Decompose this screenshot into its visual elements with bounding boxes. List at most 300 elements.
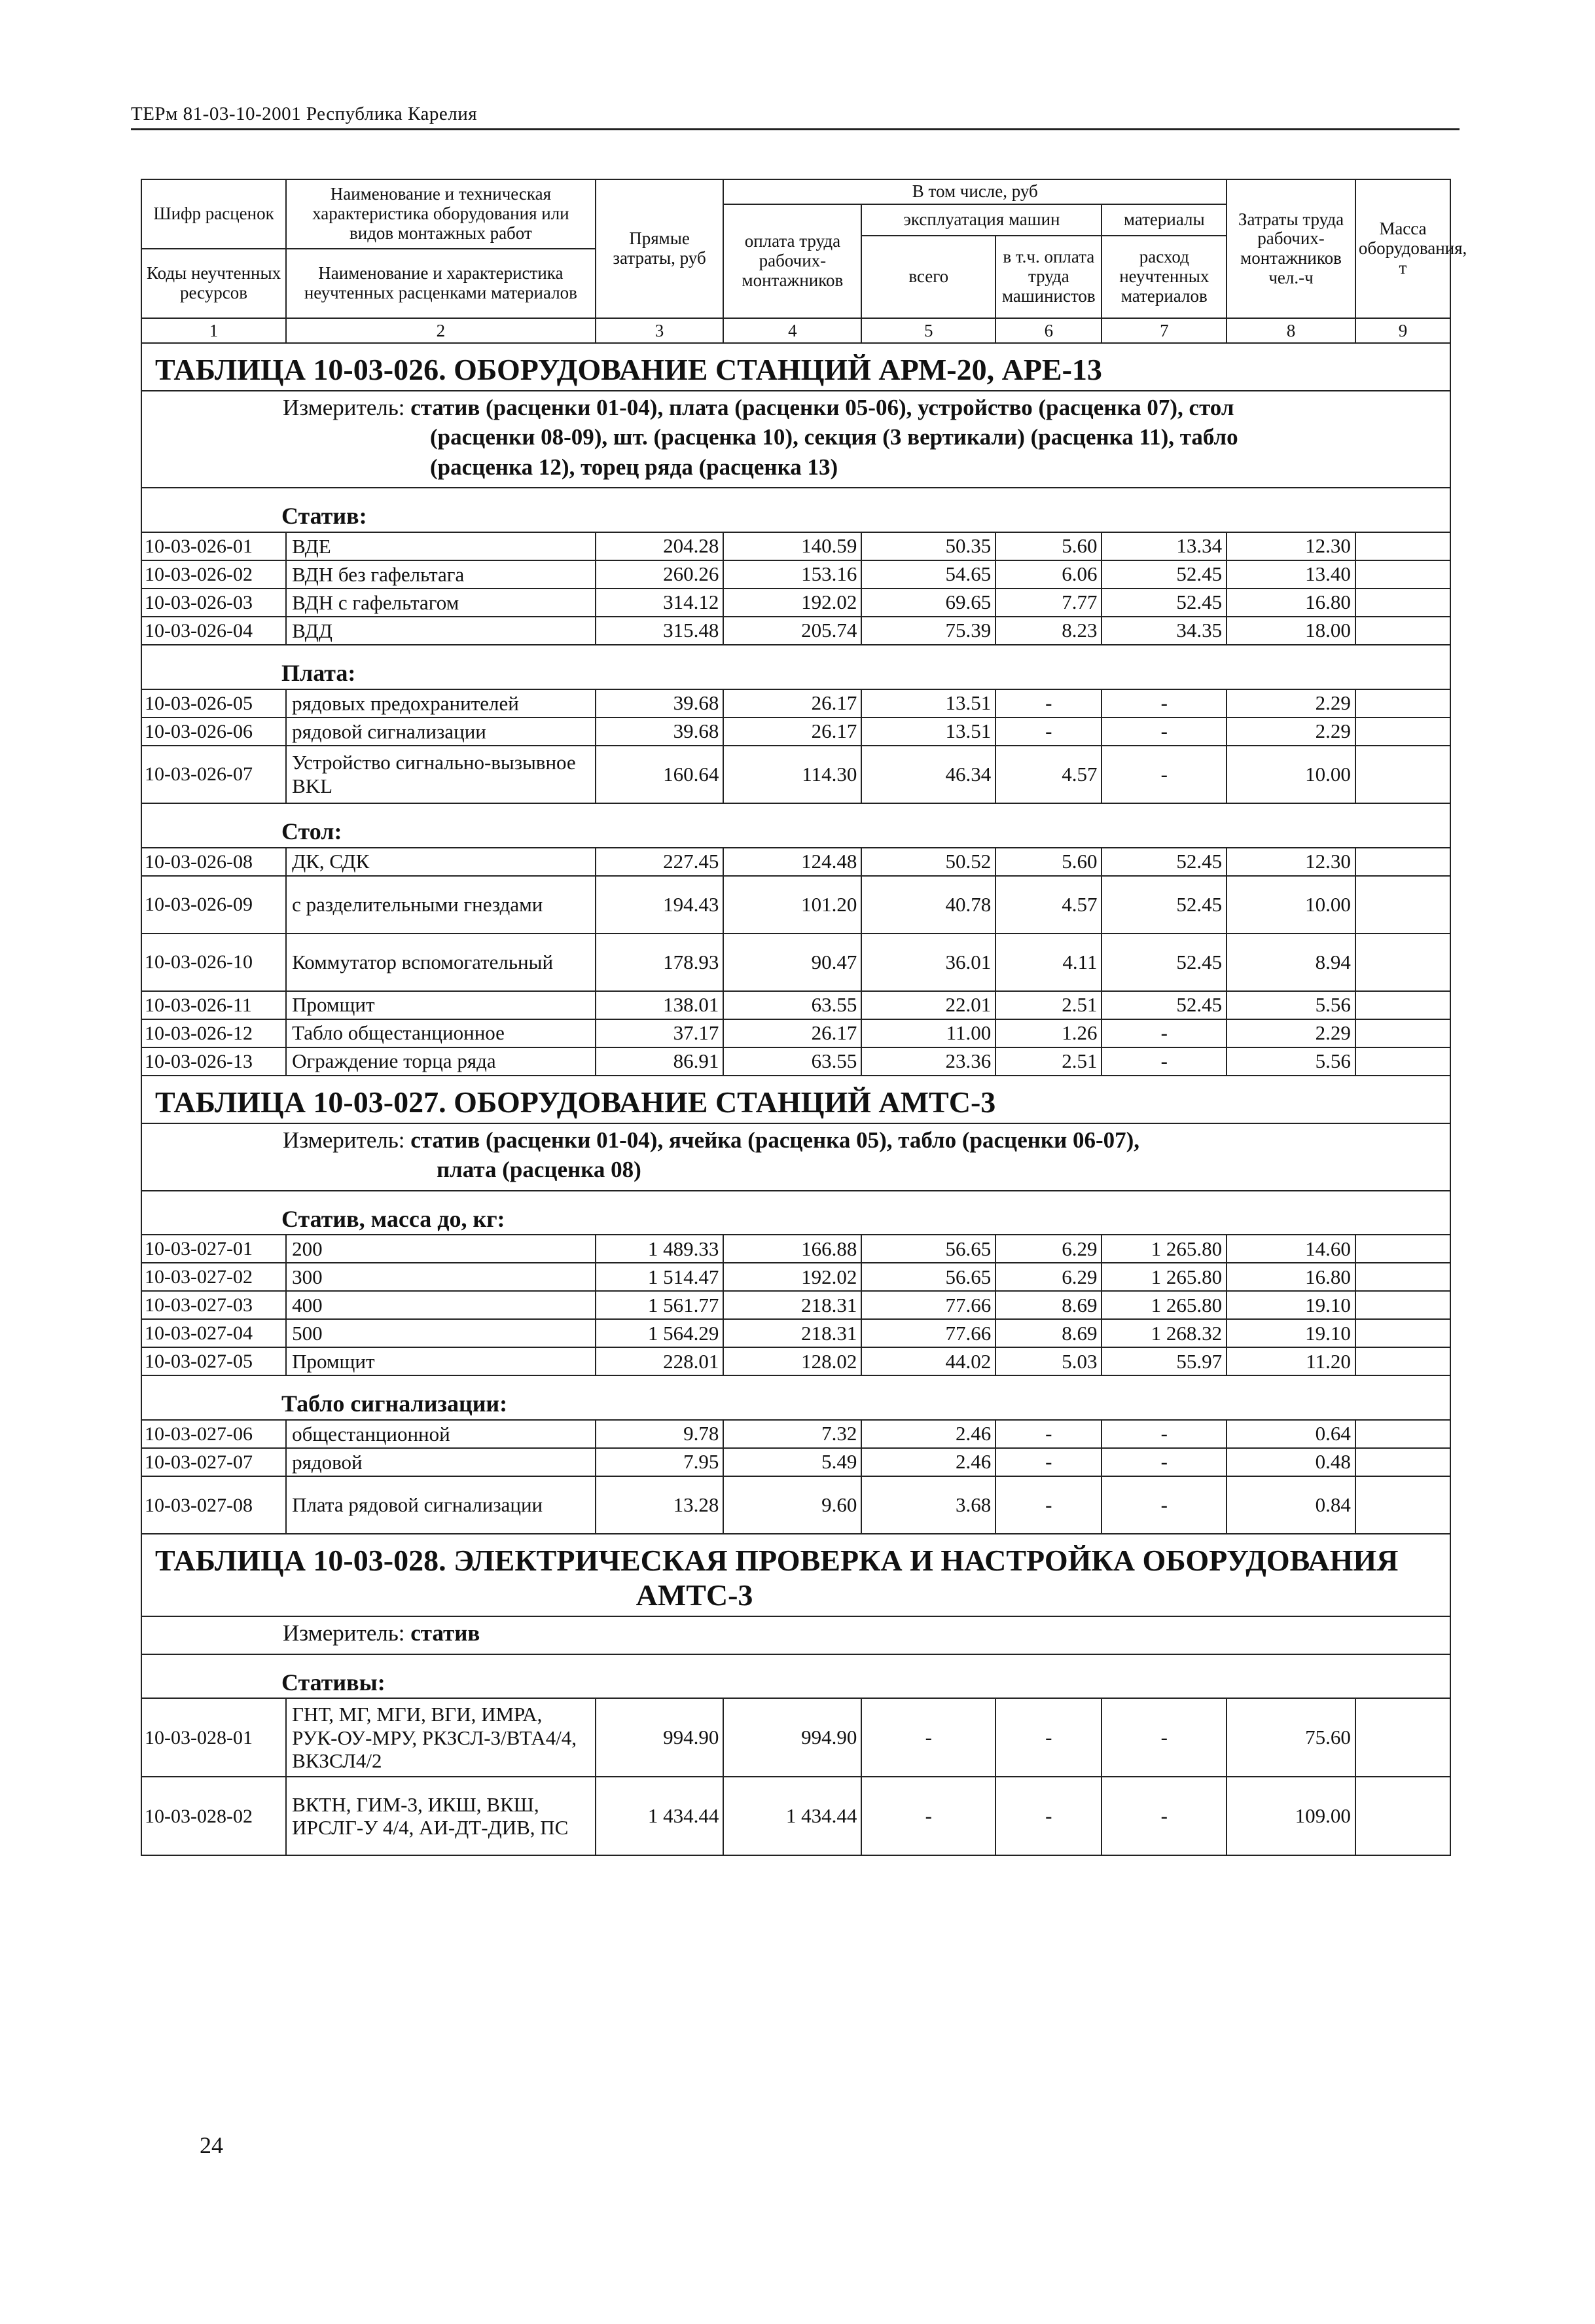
rate-name: 200 bbox=[286, 1235, 596, 1263]
rate-code: 10-03-027-04 bbox=[141, 1319, 286, 1347]
machine-labor: 2.51 bbox=[995, 1047, 1102, 1076]
labor-pay: 63.55 bbox=[723, 1047, 861, 1076]
table-row bbox=[141, 617, 1450, 645]
machine-cost: 11.00 bbox=[861, 1019, 995, 1047]
machine-cost: - bbox=[861, 1777, 995, 1855]
equipment-mass bbox=[1355, 589, 1450, 617]
meter-text: статив bbox=[410, 1620, 480, 1646]
meter bbox=[141, 391, 1450, 488]
hdr-in-total: В том числе, руб bbox=[723, 179, 1227, 204]
machine-labor: 8.69 bbox=[995, 1319, 1102, 1347]
labor-hours: 5.56 bbox=[1227, 991, 1355, 1019]
table-title bbox=[141, 1534, 1450, 1616]
equipment-mass bbox=[1355, 1420, 1450, 1448]
direct-cost: 1 434.44 bbox=[596, 1777, 724, 1855]
hdr-machine-total: всего bbox=[861, 236, 995, 318]
machine-cost: 3.68 bbox=[861, 1476, 995, 1534]
labor-pay: 90.47 bbox=[723, 934, 861, 991]
labor-hours: 2.29 bbox=[1227, 689, 1355, 717]
rate-code: 10-03-026-07 bbox=[141, 746, 286, 803]
table-row bbox=[141, 717, 1450, 746]
direct-cost: 994.90 bbox=[596, 1698, 724, 1777]
direct-cost: 1 561.77 bbox=[596, 1291, 724, 1319]
rate-name: ВДН без гафельтага bbox=[286, 560, 596, 589]
equipment-mass bbox=[1355, 1047, 1450, 1076]
labor-hours: 12.30 bbox=[1227, 848, 1355, 876]
rate-code: 10-03-027-07 bbox=[141, 1448, 286, 1476]
rate-name: рядовых предохранителей bbox=[286, 689, 596, 717]
group-label-text: Статив: bbox=[281, 503, 367, 530]
equipment-mass bbox=[1355, 746, 1450, 803]
materials-cost: - bbox=[1102, 1420, 1227, 1448]
machine-cost: 23.36 bbox=[861, 1047, 995, 1076]
table-row bbox=[141, 1476, 1450, 1534]
materials-cost: 1 265.80 bbox=[1102, 1263, 1227, 1291]
labor-hours: 10.00 bbox=[1227, 746, 1355, 803]
direct-cost: 1 489.33 bbox=[596, 1235, 724, 1263]
machine-labor: - bbox=[995, 1476, 1102, 1534]
materials-cost: - bbox=[1102, 1777, 1227, 1855]
table-head bbox=[141, 179, 1467, 343]
labor-pay: 26.17 bbox=[723, 1019, 861, 1047]
rate-name: ВДД bbox=[286, 617, 596, 645]
rate-code: 10-03-026-03 bbox=[141, 589, 286, 617]
rate-code: 10-03-026-10 bbox=[141, 934, 286, 991]
col-number: 6 bbox=[995, 318, 1102, 343]
rate-name: с разделительными гнездами bbox=[286, 876, 596, 934]
direct-cost: 227.45 bbox=[596, 848, 724, 876]
meter-row bbox=[141, 1616, 1450, 1654]
labor-hours: 13.40 bbox=[1227, 560, 1355, 589]
rate-name: общестанционной bbox=[286, 1420, 596, 1448]
table-row bbox=[141, 1235, 1450, 1263]
materials-cost: 52.45 bbox=[1102, 876, 1227, 934]
equipment-mass bbox=[1355, 1448, 1450, 1476]
group-label-row bbox=[141, 1375, 1450, 1420]
table-row bbox=[141, 1698, 1450, 1777]
rate-name: ВКТН, ГИМ-3, ИКШ, ВКШ, ИРСЛГ-У 4/4, АИ-ДТ-ДИВ, ПС bbox=[286, 1777, 596, 1855]
direct-cost: 7.95 bbox=[596, 1448, 724, 1476]
rate-code: 10-03-026-12 bbox=[141, 1019, 286, 1047]
col-number: 9 bbox=[1355, 318, 1450, 343]
machine-cost: 40.78 bbox=[861, 876, 995, 934]
table-title-text: АМТС-3 bbox=[636, 1578, 753, 1612]
rate-code: 10-03-026-04 bbox=[141, 617, 286, 645]
materials-cost: 1 265.80 bbox=[1102, 1235, 1227, 1263]
rate-name: 500 bbox=[286, 1319, 596, 1347]
rate-code: 10-03-027-03 bbox=[141, 1291, 286, 1319]
hdr-labor-cost: Затраты труда рабочих-монтажников чел.-ч bbox=[1227, 179, 1355, 318]
hdr-equip-mass: Масса оборудования, т bbox=[1355, 179, 1450, 318]
group-label-row bbox=[141, 803, 1450, 848]
meter-row bbox=[141, 391, 1450, 488]
rate-name: рядовой bbox=[286, 1448, 596, 1476]
materials-cost: 52.45 bbox=[1102, 848, 1227, 876]
table-row bbox=[141, 934, 1450, 991]
materials-cost: - bbox=[1102, 1448, 1227, 1476]
materials-cost: 52.45 bbox=[1102, 991, 1227, 1019]
labor-hours: 5.56 bbox=[1227, 1047, 1355, 1076]
equipment-mass bbox=[1355, 934, 1450, 991]
rate-name: Коммутатор вспомогательный bbox=[286, 934, 596, 991]
table-row bbox=[141, 991, 1450, 1019]
rate-name: 400 bbox=[286, 1291, 596, 1319]
hdr-machine-labor: в т.ч. оплата труда машинистов bbox=[995, 236, 1102, 318]
table-row bbox=[141, 1019, 1450, 1047]
equipment-mass bbox=[1355, 991, 1450, 1019]
machine-labor: - bbox=[995, 1777, 1102, 1855]
rates-table bbox=[141, 179, 1467, 1856]
labor-pay: 218.31 bbox=[723, 1319, 861, 1347]
materials-cost: 1 268.32 bbox=[1102, 1319, 1227, 1347]
table-row bbox=[141, 1291, 1450, 1319]
table-row bbox=[141, 560, 1450, 589]
group-label-row bbox=[141, 1191, 1450, 1235]
machine-labor: 5.03 bbox=[995, 1347, 1102, 1375]
machine-cost: 2.46 bbox=[861, 1448, 995, 1476]
labor-hours: 0.64 bbox=[1227, 1420, 1355, 1448]
table-row bbox=[141, 746, 1450, 803]
direct-cost: 260.26 bbox=[596, 560, 724, 589]
col-number: 3 bbox=[596, 318, 724, 343]
hdr-materials: материалы bbox=[1102, 204, 1227, 236]
table-title-text: ТАБЛИЦА 10-03-026. ОБОРУДОВАНИЕ СТАНЦИЙ АРМ-20, АРЕ-13 bbox=[155, 353, 1102, 386]
labor-pay: 1 434.44 bbox=[723, 1777, 861, 1855]
machine-labor: - bbox=[995, 689, 1102, 717]
meter-label: Измеритель: bbox=[283, 1127, 405, 1153]
col-number: 4 bbox=[723, 318, 861, 343]
machine-cost: 54.65 bbox=[861, 560, 995, 589]
hdr-name: Наименование и техническая характеристика оборудования или видов монтажных работ bbox=[286, 179, 596, 249]
rate-code: 10-03-026-08 bbox=[141, 848, 286, 876]
machine-labor: 5.60 bbox=[995, 532, 1102, 560]
materials-cost: 52.45 bbox=[1102, 560, 1227, 589]
rate-code: 10-03-027-06 bbox=[141, 1420, 286, 1448]
rate-code: 10-03-026-01 bbox=[141, 532, 286, 560]
machine-labor: 4.57 bbox=[995, 876, 1102, 934]
materials-cost: - bbox=[1102, 746, 1227, 803]
equipment-mass bbox=[1355, 717, 1450, 746]
direct-cost: 39.68 bbox=[596, 717, 724, 746]
equipment-mass bbox=[1355, 1476, 1450, 1534]
equipment-mass bbox=[1355, 689, 1450, 717]
group-label bbox=[141, 645, 1450, 689]
labor-hours: 2.29 bbox=[1227, 1019, 1355, 1047]
equipment-mass bbox=[1355, 1235, 1450, 1263]
labor-hours: 19.10 bbox=[1227, 1319, 1355, 1347]
labor-pay: 218.31 bbox=[723, 1291, 861, 1319]
machine-cost: 13.51 bbox=[861, 717, 995, 746]
group-label-text: Табло сигнализации: bbox=[281, 1390, 508, 1417]
hdr-res-codes: Коды неучтенных ресурсов bbox=[141, 249, 286, 318]
meter-row bbox=[141, 1123, 1450, 1191]
machine-labor: 1.26 bbox=[995, 1019, 1102, 1047]
meter-label: Измеритель: bbox=[283, 394, 405, 420]
header-rule bbox=[131, 128, 1460, 130]
labor-pay: 7.32 bbox=[723, 1420, 861, 1448]
page-number: 24 bbox=[200, 2132, 223, 2158]
meter-text: статив (расценки 01-04), плата (расценки 05-06), устройство (расценка 07), стол bbox=[410, 394, 1234, 420]
group-label-text: Статив, масса до, кг: bbox=[281, 1205, 505, 1232]
machine-cost: 2.46 bbox=[861, 1420, 995, 1448]
machine-labor: - bbox=[995, 717, 1102, 746]
labor-pay: 994.90 bbox=[723, 1698, 861, 1777]
direct-cost: 86.91 bbox=[596, 1047, 724, 1076]
meter-text: статив (расценки 01-04), ячейка (расценка 05), табло (расценки 06-07), bbox=[410, 1127, 1140, 1153]
machine-labor: - bbox=[995, 1448, 1102, 1476]
hdr-direct: Прямые затраты, руб bbox=[596, 179, 724, 318]
equipment-mass bbox=[1355, 876, 1450, 934]
rate-code: 10-03-027-01 bbox=[141, 1235, 286, 1263]
table-row bbox=[141, 1420, 1450, 1448]
meter-text: (расценки 08-09), шт. (расценка 10), секция (3 вертикали) (расценка 11), табло bbox=[430, 424, 1238, 450]
rate-name: ГНТ, МГ, МГИ, ВГИ, ИМРА, РУК-ОУ-МРУ, РКЗСЛ-3/ВТА4/4, ВКЗСЛ4/2 bbox=[286, 1698, 596, 1777]
rate-name: 300 bbox=[286, 1263, 596, 1291]
col-number: 7 bbox=[1102, 318, 1227, 343]
machine-labor: 6.29 bbox=[995, 1235, 1102, 1263]
direct-cost: 39.68 bbox=[596, 689, 724, 717]
materials-cost: 52.45 bbox=[1102, 934, 1227, 991]
rate-code: 10-03-026-09 bbox=[141, 876, 286, 934]
table-title-text: ТАБЛИЦА 10-03-028. ЭЛЕКТРИЧЕСКАЯ ПРОВЕРКА И НАСТРОЙКА ОБОРУДОВАНИЯ bbox=[155, 1544, 1399, 1578]
labor-pay: 5.49 bbox=[723, 1448, 861, 1476]
table-row bbox=[141, 689, 1450, 717]
group-label-text: Стативы: bbox=[281, 1669, 385, 1696]
labor-hours: 75.60 bbox=[1227, 1698, 1355, 1777]
rate-name: Плата рядовой сигнализации bbox=[286, 1476, 596, 1534]
materials-cost: - bbox=[1102, 1047, 1227, 1076]
rate-name: Устройство сигнально-вызывное BKL bbox=[286, 746, 596, 803]
materials-cost: 1 265.80 bbox=[1102, 1291, 1227, 1319]
meter-label: Измеритель: bbox=[283, 1620, 405, 1646]
machine-labor: 5.60 bbox=[995, 848, 1102, 876]
labor-hours: 0.48 bbox=[1227, 1448, 1355, 1476]
machine-labor: 8.23 bbox=[995, 617, 1102, 645]
table-title-row bbox=[141, 1076, 1450, 1123]
machine-cost: 75.39 bbox=[861, 617, 995, 645]
equipment-mass bbox=[1355, 1291, 1450, 1319]
table-title bbox=[141, 1076, 1450, 1123]
table-title-text: ТАБЛИЦА 10-03-027. ОБОРУДОВАНИЕ СТАНЦИЙ АМТС-3 bbox=[155, 1085, 996, 1119]
labor-pay: 63.55 bbox=[723, 991, 861, 1019]
meter-text: (расценка 12), торец ряда (расценка 13) bbox=[430, 454, 838, 480]
labor-pay: 166.88 bbox=[723, 1235, 861, 1263]
rate-name: Ограждение торца ряда bbox=[286, 1047, 596, 1076]
labor-pay: 153.16 bbox=[723, 560, 861, 589]
rate-code: 10-03-028-02 bbox=[141, 1777, 286, 1855]
group-label bbox=[141, 488, 1450, 532]
direct-cost: 314.12 bbox=[596, 589, 724, 617]
machine-cost: 56.65 bbox=[861, 1263, 995, 1291]
meter bbox=[141, 1123, 1450, 1191]
equipment-mass bbox=[1355, 848, 1450, 876]
machine-labor: 2.51 bbox=[995, 991, 1102, 1019]
machine-cost: 77.66 bbox=[861, 1319, 995, 1347]
rate-code: 10-03-027-08 bbox=[141, 1476, 286, 1534]
hdr-materials-name: Наименование и характеристика неучтенных расценками материалов bbox=[286, 249, 596, 318]
table-title-row bbox=[141, 343, 1450, 391]
group-label-row bbox=[141, 488, 1450, 532]
table-row bbox=[141, 589, 1450, 617]
equipment-mass bbox=[1355, 617, 1450, 645]
machine-cost: 56.65 bbox=[861, 1235, 995, 1263]
materials-cost: 34.35 bbox=[1102, 617, 1227, 645]
materials-cost: 55.97 bbox=[1102, 1347, 1227, 1375]
group-label bbox=[141, 1191, 1450, 1235]
machine-cost: 44.02 bbox=[861, 1347, 995, 1375]
machine-labor: 4.11 bbox=[995, 934, 1102, 991]
labor-pay: 192.02 bbox=[723, 1263, 861, 1291]
group-label bbox=[141, 803, 1450, 848]
group-label-text: Стол: bbox=[281, 818, 342, 844]
machine-labor: 4.57 bbox=[995, 746, 1102, 803]
table-row bbox=[141, 876, 1450, 934]
direct-cost: 37.17 bbox=[596, 1019, 724, 1047]
group-label-text: Плата: bbox=[281, 660, 356, 687]
labor-pay: 9.60 bbox=[723, 1476, 861, 1534]
direct-cost: 13.28 bbox=[596, 1476, 724, 1534]
labor-hours: 14.60 bbox=[1227, 1235, 1355, 1263]
labor-hours: 11.20 bbox=[1227, 1347, 1355, 1375]
rate-code: 10-03-028-01 bbox=[141, 1698, 286, 1777]
table-row bbox=[141, 1777, 1450, 1855]
labor-hours: 16.80 bbox=[1227, 1263, 1355, 1291]
machine-cost: 36.01 bbox=[861, 934, 995, 991]
table-row bbox=[141, 1319, 1450, 1347]
machine-cost: 69.65 bbox=[861, 589, 995, 617]
col-number: 8 bbox=[1227, 318, 1355, 343]
labor-pay: 205.74 bbox=[723, 617, 861, 645]
rate-code: 10-03-026-06 bbox=[141, 717, 286, 746]
running-header: ТЕРм 81-03-10-2001 Республика Карелия bbox=[131, 103, 478, 124]
table-title-row bbox=[141, 1534, 1450, 1616]
direct-cost: 204.28 bbox=[596, 532, 724, 560]
machine-labor: 8.69 bbox=[995, 1291, 1102, 1319]
direct-cost: 315.48 bbox=[596, 617, 724, 645]
meter-text: плата (расценка 08) bbox=[437, 1157, 641, 1183]
equipment-mass bbox=[1355, 532, 1450, 560]
rate-code: 10-03-026-02 bbox=[141, 560, 286, 589]
rate-code: 10-03-027-02 bbox=[141, 1263, 286, 1291]
col-number: 1 bbox=[141, 318, 286, 343]
equipment-mass bbox=[1355, 1777, 1450, 1855]
machine-cost: 77.66 bbox=[861, 1291, 995, 1319]
direct-cost: 1 514.47 bbox=[596, 1263, 724, 1291]
machine-labor: 7.77 bbox=[995, 589, 1102, 617]
meter bbox=[141, 1616, 1450, 1654]
column-numbers-row bbox=[141, 318, 1450, 343]
labor-pay: 101.20 bbox=[723, 876, 861, 934]
machine-cost: 13.51 bbox=[861, 689, 995, 717]
table-row bbox=[141, 1347, 1450, 1375]
materials-cost: - bbox=[1102, 717, 1227, 746]
rate-name: рядовой сигнализации bbox=[286, 717, 596, 746]
machine-cost: 50.35 bbox=[861, 532, 995, 560]
labor-pay: 26.17 bbox=[723, 689, 861, 717]
labor-pay: 124.48 bbox=[723, 848, 861, 876]
labor-hours: 18.00 bbox=[1227, 617, 1355, 645]
rate-code: 10-03-026-13 bbox=[141, 1047, 286, 1076]
direct-cost: 178.93 bbox=[596, 934, 724, 991]
machine-cost: 22.01 bbox=[861, 991, 995, 1019]
labor-hours: 8.94 bbox=[1227, 934, 1355, 991]
labor-pay: 128.02 bbox=[723, 1347, 861, 1375]
machine-cost: - bbox=[861, 1698, 995, 1777]
materials-cost: - bbox=[1102, 1019, 1227, 1047]
col-number: 5 bbox=[861, 318, 995, 343]
rate-name: Табло общестанционное bbox=[286, 1019, 596, 1047]
rate-code: 10-03-026-11 bbox=[141, 991, 286, 1019]
rate-code: 10-03-027-05 bbox=[141, 1347, 286, 1375]
machine-labor: - bbox=[995, 1698, 1102, 1777]
materials-cost: - bbox=[1102, 1476, 1227, 1534]
group-label-row bbox=[141, 645, 1450, 689]
equipment-mass bbox=[1355, 1019, 1450, 1047]
group-label bbox=[141, 1654, 1450, 1699]
machine-labor: 6.06 bbox=[995, 560, 1102, 589]
rate-name: ВДЕ bbox=[286, 532, 596, 560]
table-row bbox=[141, 1047, 1450, 1076]
table-row bbox=[141, 1263, 1450, 1291]
machine-labor: - bbox=[995, 1420, 1102, 1448]
hdr-labor-pay: оплата труда рабочих-монтажников bbox=[723, 204, 861, 318]
direct-cost: 9.78 bbox=[596, 1420, 724, 1448]
table-row bbox=[141, 532, 1450, 560]
group-label-row bbox=[141, 1654, 1450, 1699]
machine-cost: 50.52 bbox=[861, 848, 995, 876]
materials-cost: 13.34 bbox=[1102, 532, 1227, 560]
equipment-mass bbox=[1355, 1347, 1450, 1375]
equipment-mass bbox=[1355, 1263, 1450, 1291]
hdr-machine-op: эксплуатация машин bbox=[861, 204, 1102, 236]
machine-cost: 46.34 bbox=[861, 746, 995, 803]
labor-hours: 12.30 bbox=[1227, 532, 1355, 560]
table-row bbox=[141, 1448, 1450, 1476]
labor-pay: 140.59 bbox=[723, 532, 861, 560]
labor-hours: 16.80 bbox=[1227, 589, 1355, 617]
col-number: 2 bbox=[286, 318, 596, 343]
rate-name: Промщит bbox=[286, 1347, 596, 1375]
rate-name: ВДН с гафельтагом bbox=[286, 589, 596, 617]
hdr-materials-unacc: расход неучтенных материалов bbox=[1102, 236, 1227, 318]
direct-cost: 194.43 bbox=[596, 876, 724, 934]
labor-hours: 19.10 bbox=[1227, 1291, 1355, 1319]
group-label bbox=[141, 1375, 1450, 1420]
direct-cost: 228.01 bbox=[596, 1347, 724, 1375]
equipment-mass bbox=[1355, 1698, 1450, 1777]
table-row bbox=[141, 848, 1450, 876]
rate-name: Промщит bbox=[286, 991, 596, 1019]
rate-name: ДК, СДК bbox=[286, 848, 596, 876]
table-title bbox=[141, 343, 1450, 391]
labor-pay: 114.30 bbox=[723, 746, 861, 803]
labor-hours: 109.00 bbox=[1227, 1777, 1355, 1855]
table-body bbox=[141, 343, 1450, 1855]
machine-labor: 6.29 bbox=[995, 1263, 1102, 1291]
rate-code: 10-03-026-05 bbox=[141, 689, 286, 717]
labor-hours: 10.00 bbox=[1227, 876, 1355, 934]
labor-pay: 192.02 bbox=[723, 589, 861, 617]
direct-cost: 138.01 bbox=[596, 991, 724, 1019]
equipment-mass bbox=[1355, 560, 1450, 589]
labor-hours: 0.84 bbox=[1227, 1476, 1355, 1534]
hdr-code: Шифр расценок bbox=[141, 179, 286, 249]
materials-cost: - bbox=[1102, 689, 1227, 717]
equipment-mass bbox=[1355, 1319, 1450, 1347]
materials-cost: 52.45 bbox=[1102, 589, 1227, 617]
direct-cost: 1 564.29 bbox=[596, 1319, 724, 1347]
labor-hours: 2.29 bbox=[1227, 717, 1355, 746]
